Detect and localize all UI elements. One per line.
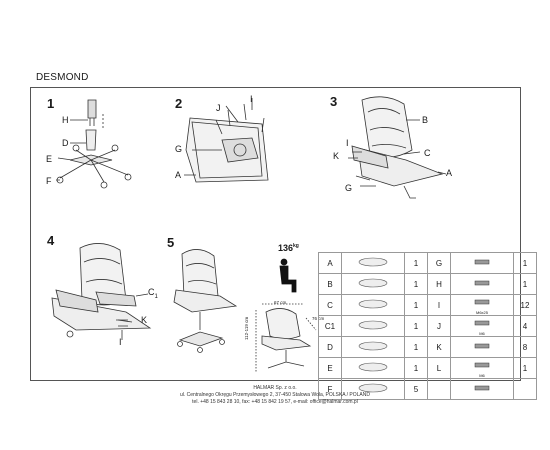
part-code: C1 [319,316,342,337]
part-sketch-icon [353,360,393,374]
part-size-note: M6x25 [475,309,488,315]
part-size-note: M6 [479,330,485,336]
product-title: DESMOND [36,72,89,83]
part-hardware-icon [465,277,499,289]
part-sketch-icon [353,318,393,332]
dimension-width: 67 cm [274,300,287,305]
parts-table-row [319,337,537,358]
step-5-drawing [174,249,236,352]
step3-label-a: A [446,168,453,178]
step4-label-i: I [119,337,122,347]
parts-table-row [319,295,537,316]
parts-table-row [319,316,537,337]
footer-address: ul. Centralnego Okręgu Przemysłowego 2, 37-450 Stalowa Wola, POLSKA / POLAND [179,392,370,398]
part-code: A [319,253,342,274]
part-quantity: 1 [405,274,428,295]
step1-label-e: E [46,154,53,164]
step-1-number: 1 [47,96,55,111]
part-quantity-2: 1 [514,274,537,295]
part-code: B [319,274,342,295]
part-illustration-2 [451,253,514,274]
step4-label-c1: $C_1$ [148,287,158,300]
part-illustration [342,337,405,358]
step-4-number: 4 [47,233,55,248]
footer-contact: tel. +48 15 843 28 10, fax: +48 15 842 19 57, e-mail: office@halmar.com.pl [192,399,358,405]
step2-label-g: G [175,144,183,154]
part-hardware-icon [465,256,499,268]
part-code: C [319,295,342,316]
step1-label-d: D [62,138,69,148]
dimension-drawing [256,304,316,372]
part-code: F [319,379,342,400]
part-code-2: H [428,274,451,295]
step-4-drawing [52,243,150,340]
part-illustration [342,358,405,379]
weight-capacity: $136^{kg}$ [278,243,299,253]
part-quantity-2: 1 [514,358,537,379]
weight-chair-icon [280,259,296,292]
part-code-2: K [428,337,451,358]
part-quantity-2: 12 [514,295,537,316]
part-illustration [342,274,405,295]
part-quantity: 1 [405,337,428,358]
step3-label-g: G [345,183,353,193]
part-quantity: 1 [405,253,428,274]
step3-label-b: B [422,115,429,125]
part-sketch-icon [353,276,393,290]
part-code-2: L [428,358,451,379]
part-illustration-2 [451,358,514,379]
part-code-2: J [428,316,451,337]
part-quantity: 1 [405,358,428,379]
part-illustration-2 [451,274,514,295]
part-quantity-2: 4 [514,316,537,337]
part-illustration [342,295,405,316]
part-hardware-icon [465,317,499,329]
part-quantity-2: 1 [514,253,537,274]
parts-table-row [319,253,537,274]
parts-table-row [319,358,537,379]
part-illustration-2 [451,316,514,337]
part-code-2: I [428,295,451,316]
part-hardware-icon [465,296,499,308]
part-code: D [319,337,342,358]
dimension-depth: 76 cm [312,316,325,321]
step2-label-a: A [175,170,182,180]
part-size-note: M6 [479,372,485,378]
parts-table-row [319,274,537,295]
step3-label-i: I [346,138,349,148]
step-3-number: 3 [330,94,338,109]
step-2-number: 2 [175,96,183,111]
part-quantity: 5 [405,379,428,400]
step2-label-i: I [250,94,253,104]
part-sketch-icon [353,339,393,353]
step4-label-k: K [141,315,148,325]
part-illustration-2 [451,337,514,358]
step-5-number: 5 [167,235,175,250]
part-hardware-icon [465,359,499,371]
part-illustration [342,316,405,337]
step-3-drawing [348,97,446,198]
part-quantity: 1 [405,316,428,337]
part-sketch-icon [353,255,393,269]
part-illustration-2 [451,295,514,316]
step3-label-k: K [333,151,340,161]
dimension-height: 112-119 cm [244,316,249,340]
part-quantity-2: 8 [514,337,537,358]
parts-table [318,252,537,400]
step-2-drawing [184,98,268,182]
part-quantity: 1 [405,295,428,316]
footer-company: HALMAR Sp. z o.o. [253,385,297,391]
step1-label-f: F [46,176,52,186]
part-sketch-icon [353,297,393,311]
part-code-2: G [428,253,451,274]
part-hardware-icon [465,340,499,352]
step2-label-j: J [216,103,221,113]
part-illustration [342,253,405,274]
part-code: E [319,358,342,379]
step1-label-h: H [62,115,69,125]
step3-label-c: C [424,148,431,158]
